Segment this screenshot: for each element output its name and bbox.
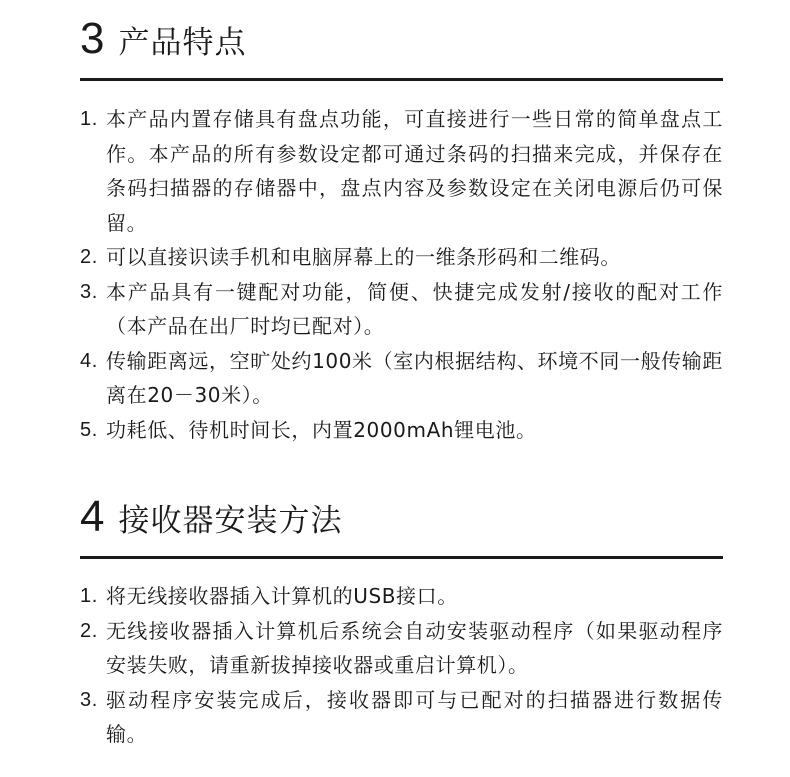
install-steps-list (80, 579, 723, 752)
section-heading (80, 478, 723, 556)
list-item (80, 240, 723, 275)
section-title: 接收器安装方法 (118, 503, 343, 539)
list-item-number: 1. (80, 108, 98, 130)
list-item-text: 传输距离远，空旷处约100米（室内根据结构、环境不同一般传输距离在20－30米）。 (106, 348, 723, 407)
list-item (80, 344, 723, 413)
section-product-features (80, 0, 723, 447)
section-number: 3 (80, 14, 105, 63)
list-item-number: 2. (80, 619, 98, 642)
list-item-number: 1. (80, 585, 98, 607)
list-item-text: 可以直接识读手机和电脑屏幕上的一维条形码和二维码。 (106, 245, 621, 269)
list-item-number: 5. (80, 418, 98, 441)
list-item-text: 本产品具有一键配对功能，简便、快捷完成发射/接收的配对工作（本产品在出厂时均已配对）。 (106, 279, 723, 338)
list-item-text: 无线接收器插入计算机后系统会自动安装驱动程序（如果驱动程序安装失败，请重新拔掉接收器或重启计算机）。 (106, 618, 723, 677)
list-item (80, 102, 723, 240)
section-number: 4 (80, 492, 105, 541)
list-item-text: 本产品内置存储具有盘点功能，可直接进行一些日常的简单盘点工作。本产品的所有参数设定都可通过条码的扫描来完成，并保存在条码扫描器的存储器中，盘点内容及参数设定在关闭电源后仍可保留。 (106, 107, 723, 235)
list-item-number: 2. (80, 246, 98, 268)
section-title: 产品特点 (118, 25, 247, 61)
list-item-number: 3. (80, 280, 98, 303)
list-item (80, 579, 723, 614)
list-item (80, 614, 723, 683)
list-item-text: 将无线接收器插入计算机的USB接口。 (106, 584, 458, 608)
section-receiver-installation (80, 478, 723, 752)
list-item (80, 275, 723, 344)
list-item (80, 683, 723, 752)
list-item-text: 驱动程序安装完成后，接收器即可与已配对的扫描器进行数据传输。 (106, 687, 723, 746)
features-list (80, 102, 723, 447)
list-item-text: 功耗低、待机时间长，内置2000mAh锂电池。 (106, 417, 537, 442)
list-item-number: 4. (80, 349, 98, 372)
list-item-number: 3. (80, 688, 98, 711)
list-item (80, 413, 723, 448)
section-heading (80, 0, 723, 78)
